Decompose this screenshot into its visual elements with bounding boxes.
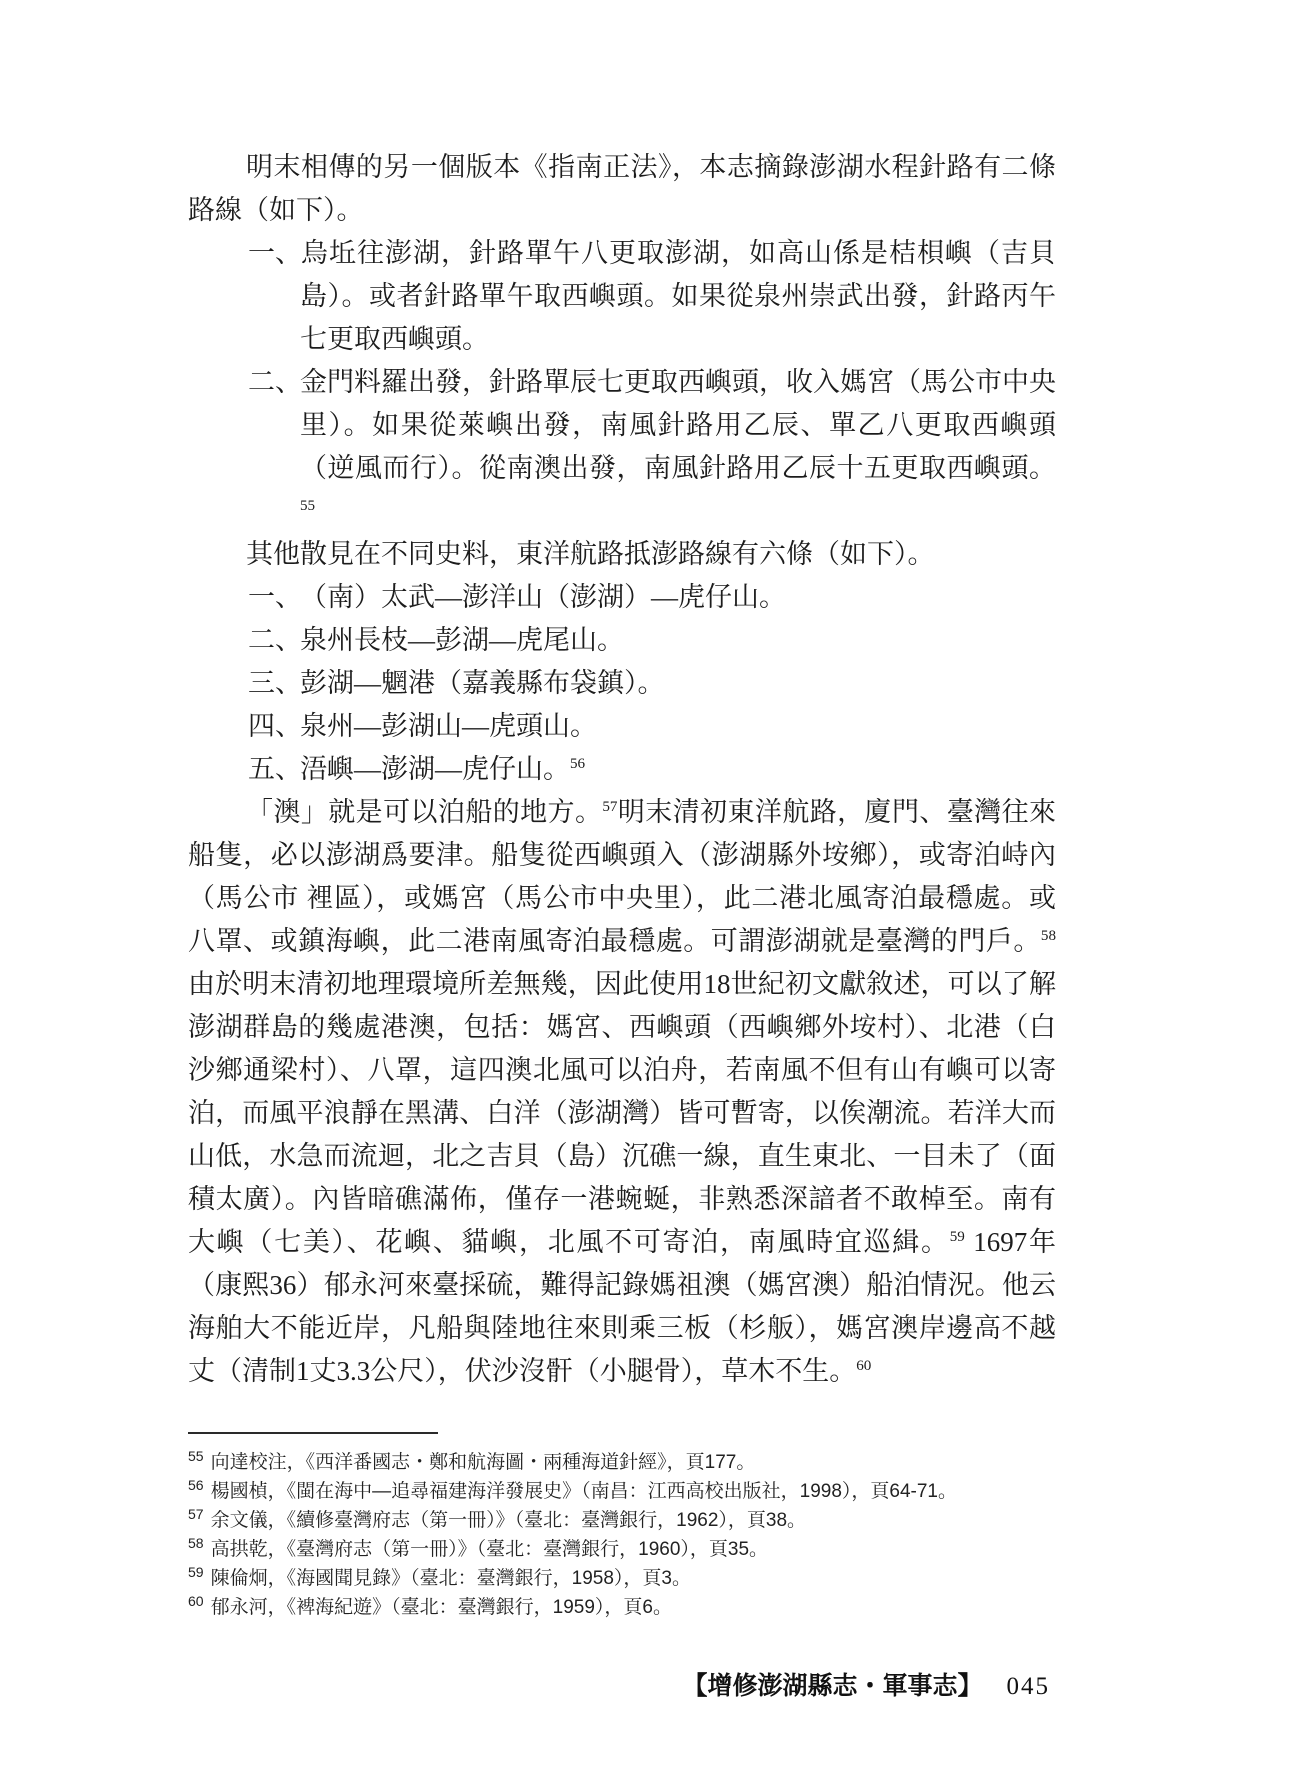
- footnote-ref: 59: [949, 1229, 965, 1245]
- footnote-number: 56: [188, 1476, 204, 1493]
- footnote-number: 55: [188, 1447, 204, 1464]
- list-item: 三、彭湖—魍港（嘉義縣布袋鎮）。: [188, 662, 1056, 705]
- footnotes: [188, 1448, 1068, 1622]
- footnote-number: 60: [188, 1592, 204, 1609]
- paragraph: 其他散見在不同史料，東洋航路抵澎路線有六條（如下）。: [246, 539, 935, 569]
- footnote: $^{59}$ 陳倫炯，《海國聞見錄》（臺北：臺灣銀行，1958），頁3。: [188, 1563, 691, 1589]
- footnote: $^{58}$ 高拱乾，《臺灣府志（第一冊）》（臺北：臺灣銀行，1960），頁35。: [188, 1534, 769, 1560]
- list-marker: 一、: [248, 238, 302, 268]
- page-footer: [188, 1666, 1050, 1702]
- footnote: $^{57}$ 余文儀，《續修臺灣府志（第一冊）》（臺北：臺灣銀行，1962），頁38。: [188, 1505, 807, 1531]
- footnote-ref: 57: [602, 799, 618, 815]
- footnote-ref: 56: [570, 756, 586, 772]
- list-item: 五、浯嶼—澎湖—虎仔山。$^{56}$: [188, 748, 1056, 791]
- list-item: 二、泉州長枝—彭湖—虎尾山。: [188, 619, 1056, 662]
- list-marker: 五、: [248, 754, 302, 784]
- list-item: 一、（南）太武—澎洋山（澎湖）—虎仔山。: [188, 576, 1056, 619]
- page-number: 045: [1006, 1673, 1050, 1700]
- footnote-ref: 55: [300, 498, 316, 514]
- footnote-number: 59: [188, 1563, 204, 1580]
- list-marker: 一、: [248, 582, 302, 612]
- paragraph: 「澳」就是可以泊船的地方。$^{57}$明末清初東洋航路，廈門、臺灣往來船隻，必以澎湖爲要津。船隻從西嶼頭入（澎湖縣外垵鄉），或寄泊峙內（馬公市 裡區），或媽宮（馬公市中央里），此二港北風寄泊最穩處。或八罩、或鎮海嶼，此二港南風寄泊最穩處。可謂澎湖就是臺灣的門戶。$^{58}$由於明末清初地理環境所差無幾，因此使用18世紀初文獻敘述，可以了解澎湖群島的幾處港澳，包括：媽宮、西嶼頭（西嶼鄉外垵村）、北港（白沙鄉通梁村）、八罩，這四澳北風可以泊舟，若南風不但有山有嶼可以寄泊，而風平浪靜在黑溝、白洋（澎湖灣）皆可暫寄，以俟潮流。若洋大而山低，水急而流迴，北之吉貝（島）沉礁一線，直生東北、一目未了（面積太廣）。內皆暗礁滿佈，僅存一港蜿蜒，非熟悉深諳者不敢棹至。南有大嶼（七美）、花嶼、貓嶼，北風不可寄泊，南風時宜巡緝。$^{59}$ 1697年（康熙36）郁永河來臺採硫，難得記錄媽祖澳（媽宮澳）船泊情況。他云海舶大不能近岸，凡船與陸地往來則乘三板（杉舨），媽宮澳岸邊高不越丈（清制1丈3.3公尺），伏沙沒骭（小腿骨），草木不生。$^{60}$: [188, 797, 1057, 1386]
- footnote: $^{56}$ 楊國楨，《閩在海中—追尋福建海洋發展史》（南昌：江西高校出版社，1998），頁64-71。: [188, 1476, 957, 1502]
- footnote-number: 57: [188, 1505, 204, 1522]
- list-item: 二、金門料羅出發，針路單辰七更取西嶼頭，收入媽宮（馬公市中央里）。如果從萊嶼出發，南風針路用乙辰、單乙八更取西嶼頭（逆風而行）。從南澳出發，南風針路用乙辰十五更取西嶼頭。$^{55}$: [188, 361, 1056, 533]
- list-marker: 三、: [248, 668, 302, 698]
- list-marker: 二、: [248, 367, 302, 397]
- list-item: 四、泉州—彭湖山—虎頭山。: [188, 705, 1056, 748]
- footnote-ref: 58: [1040, 928, 1056, 944]
- page-body: [188, 146, 1056, 1393]
- book-title: 【增修澎湖縣志・軍事志】: [682, 1673, 983, 1700]
- footnote: $^{55}$ 向達校注，《西洋番國志・鄭和航海圖・兩種海道針經》，頁177。: [188, 1447, 756, 1473]
- list-marker: 四、: [248, 711, 302, 741]
- footnote: $^{60}$ 郁永河，《裨海紀遊》（臺北：臺灣銀行，1959），頁6。: [188, 1592, 672, 1618]
- list-marker: 二、: [248, 625, 302, 655]
- list-item: 一、烏坵往澎湖，針路單午八更取澎湖，如高山係是桔梖嶼（吉貝島）。或者針路單午取西嶼頭。如果從泉州崇武出發，針路丙午七更取西嶼頭。: [188, 232, 1056, 361]
- footnote-ref: 60: [856, 1358, 872, 1374]
- footnote-separator: [188, 1432, 438, 1434]
- footnote-number: 58: [188, 1534, 204, 1551]
- paragraph: 明末相傳的另一個版本《指南正法》，本志摘錄澎湖水程針路有二條路線（如下）。: [188, 152, 1056, 225]
